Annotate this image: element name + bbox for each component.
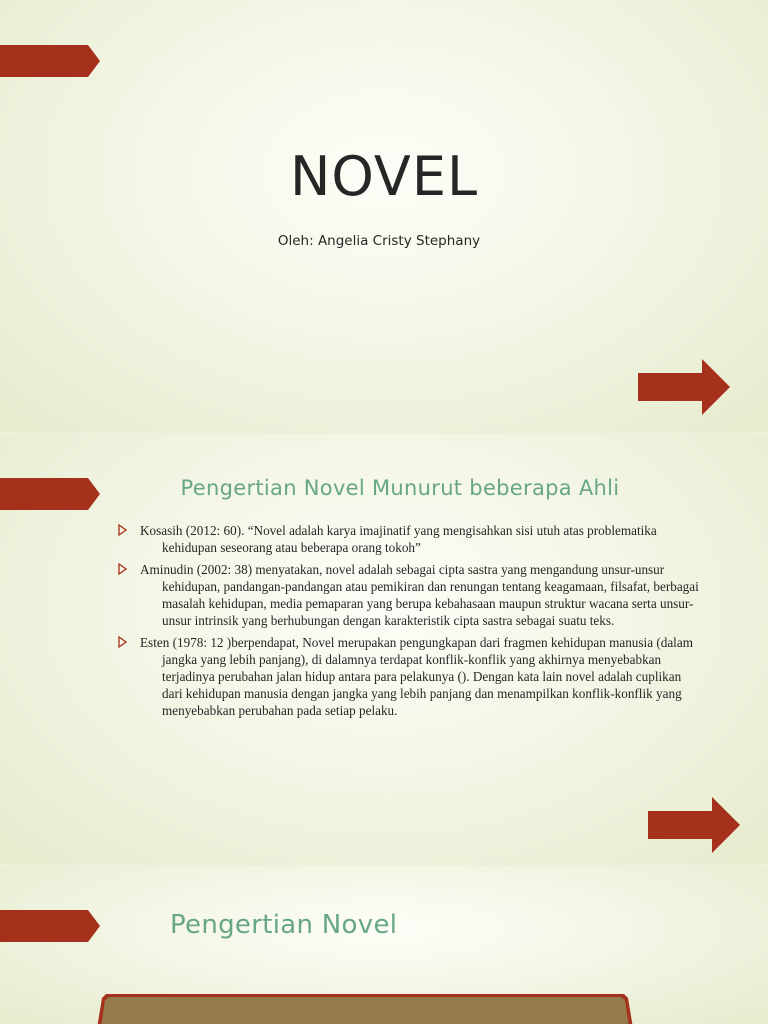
list-item bbox=[118, 561, 700, 629]
bullet-text: Aminudin (2002: 38) menyatakan, novel adalah sebagai cipta sastra yang mengandung unsur-unsur kehidupan, pandangan-pandangan atau pemikiran dan renungan tentang keagamaan, filsafat, berbagai masalah kehidupan, media pemaparan yang berupa kebahasaan maupun struktur wacana serta unsur-unsur intrinsik yang berhubungan dengan karakteristik cipta sastra sebagai suatu teks. bbox=[140, 562, 699, 628]
slide-title-text: NOVEL bbox=[289, 145, 479, 208]
slide-heading: Pengertian Novel Munurut beberapa Ahli bbox=[180, 476, 620, 500]
bullet-text: Kosasih (2012: 60). “Novel adalah karya imajinatif yang mengisahkan sisi utuh atas problematika kehidupan seseorang atau beberapa orang tokoh” bbox=[140, 523, 657, 555]
slide-definitions-experts bbox=[0, 434, 768, 864]
bullet-text: Esten (1978: 12 )berpendapat, Novel merupakan pengungkapan dari fragmen kehidupan manusia (dalam jangka yang lebih panjang), di dalamnya terdapat konflik-konflik yang akhirnya menyebabkan terjadinya perubahan jalan hidup antara para pelakunya (). Dengan kata lain novel adalah cuplikan dari kehidupan manusia dengan jangka yang lebih panjang dan menampilkan konflik-konflik yang menyebabkan perubahan pada setiap pelaku. bbox=[140, 635, 693, 718]
slide-heading: Pengertian Novel bbox=[170, 910, 398, 940]
bullet-icon bbox=[118, 563, 127, 575]
slide-definition bbox=[0, 866, 768, 1024]
bullet-icon bbox=[118, 636, 127, 648]
right-arrow-icon bbox=[638, 359, 732, 415]
list-item bbox=[118, 634, 700, 719]
slide-title bbox=[0, 0, 768, 432]
left-tab-arrow-icon bbox=[0, 910, 100, 942]
slide-subtitle: Oleh: Angelia Cristy Stephany bbox=[277, 233, 481, 249]
list-item bbox=[118, 522, 700, 556]
bullet-list bbox=[118, 522, 700, 724]
bullet-icon bbox=[118, 524, 127, 536]
right-arrow-icon bbox=[648, 797, 742, 853]
book-panel-graphic bbox=[96, 994, 634, 1024]
left-tab-arrow-icon bbox=[0, 45, 100, 77]
